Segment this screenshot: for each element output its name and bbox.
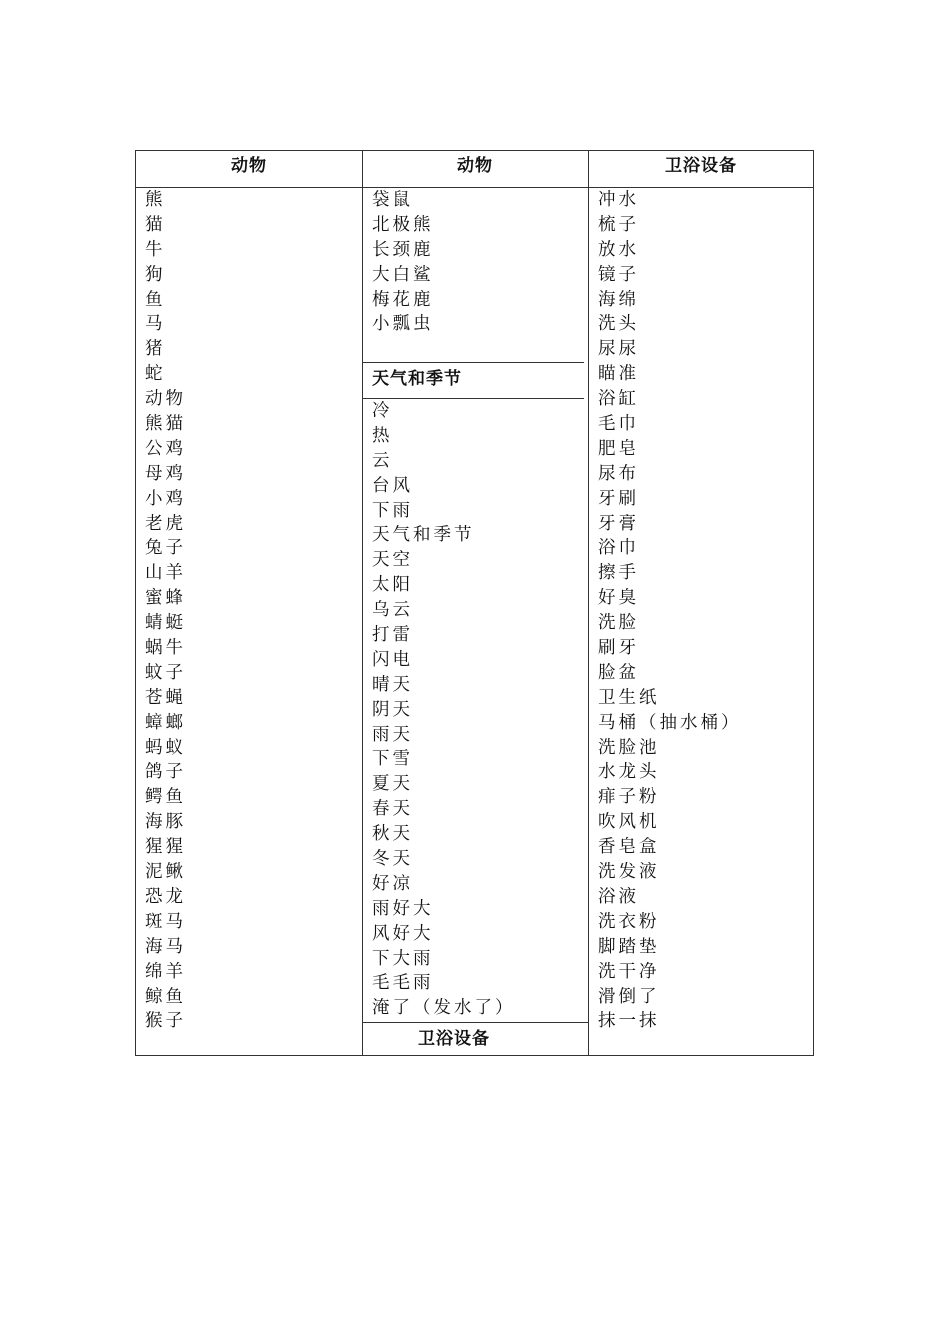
list-item: 长颈鹿 xyxy=(372,239,434,260)
list-item: 雨天 xyxy=(372,724,413,745)
list-item: 打雷 xyxy=(372,625,413,646)
list-item: 毛巾 xyxy=(598,414,639,435)
list-item: 下雪 xyxy=(372,749,413,770)
list-item: 放水 xyxy=(598,239,639,260)
list-item: 天空 xyxy=(372,550,413,571)
list-item: 梅花鹿 xyxy=(372,289,434,310)
list-item: 尿尿 xyxy=(598,339,639,360)
list-item: 袋鼠 xyxy=(372,190,413,210)
list-item: 蚂蚁 xyxy=(145,737,186,758)
list-item: 下雨 xyxy=(372,500,413,521)
list-item: 冷 xyxy=(372,401,393,421)
weather-section-title: 天气和季节 xyxy=(372,369,462,389)
list-item: 鲸鱼 xyxy=(145,986,186,1007)
animal-list-2 xyxy=(372,188,434,337)
list-item: 熊猫 xyxy=(145,414,186,435)
list-item: 肥皂 xyxy=(598,438,639,459)
list-item: 脚踏垫 xyxy=(598,936,660,957)
list-item: 鳄鱼 xyxy=(145,787,186,808)
list-item: 夏天 xyxy=(372,774,413,795)
list-item: 毛毛雨 xyxy=(372,973,434,994)
list-item: 牛 xyxy=(145,239,166,260)
list-item: 洗头 xyxy=(598,314,639,335)
list-item: 蟑螂 xyxy=(145,712,186,733)
list-item: 猫 xyxy=(145,214,166,235)
list-item: 母鸡 xyxy=(145,463,186,484)
list-item: 吹风机 xyxy=(598,812,660,833)
list-item: 大白鲨 xyxy=(372,264,434,285)
list-item: 水龙头 xyxy=(598,762,660,783)
vocabulary-table xyxy=(135,150,814,1056)
list-item: 狗 xyxy=(145,264,166,285)
list-item: 太阳 xyxy=(372,575,413,596)
list-item: 洗衣粉 xyxy=(598,911,660,932)
list-item: 牙膏 xyxy=(598,513,639,534)
list-item: 冬天 xyxy=(372,849,413,870)
list-item: 台风 xyxy=(372,475,413,496)
list-item: 冲水 xyxy=(598,190,639,210)
list-item: 云 xyxy=(372,450,393,471)
list-item: 海马 xyxy=(145,936,186,957)
list-item: 浴巾 xyxy=(598,538,639,559)
column-divider xyxy=(588,151,589,1055)
list-item: 瞄准 xyxy=(598,364,639,385)
list-item: 蛇 xyxy=(145,364,166,385)
list-item: 猴子 xyxy=(145,1011,186,1032)
list-item: 浴液 xyxy=(598,886,639,907)
header-animals-1: 动物 xyxy=(231,156,267,176)
list-item: 老虎 xyxy=(145,513,186,534)
column-divider xyxy=(362,151,363,1055)
list-item: 香皂盒 xyxy=(598,837,660,858)
list-item: 下大雨 xyxy=(372,948,434,969)
list-item: 蜜蜂 xyxy=(145,588,186,609)
list-item: 擦手 xyxy=(598,563,639,584)
list-item: 热 xyxy=(372,425,393,446)
list-item: 斑马 xyxy=(145,911,186,932)
list-item: 苍蝇 xyxy=(145,687,186,708)
list-item: 猪 xyxy=(145,339,166,360)
list-item: 恐龙 xyxy=(145,886,186,907)
list-item: 洗发液 xyxy=(598,862,660,883)
list-item: 马 xyxy=(145,314,166,335)
list-item: 北极熊 xyxy=(372,214,434,235)
list-item: 熊 xyxy=(145,190,166,210)
list-item: 洗干净 xyxy=(598,961,660,982)
list-item: 天气和季节 xyxy=(372,525,475,546)
list-item: 秋天 xyxy=(372,824,413,845)
list-item: 小鸡 xyxy=(145,488,186,509)
header-bathroom: 卫浴设备 xyxy=(665,156,737,176)
list-item: 动物 xyxy=(145,389,186,410)
list-item: 蚊子 xyxy=(145,662,186,683)
header-animals-2: 动物 xyxy=(457,156,493,176)
list-item: 洗脸池 xyxy=(598,737,660,758)
list-item: 晴天 xyxy=(372,674,413,695)
section-divider xyxy=(362,1022,588,1023)
list-item: 好臭 xyxy=(598,588,639,609)
list-item: 闪电 xyxy=(372,649,413,670)
list-item: 绵羊 xyxy=(145,961,186,982)
list-item: 抹一抹 xyxy=(598,1011,660,1032)
list-item: 蜗牛 xyxy=(145,638,186,659)
list-item: 尿布 xyxy=(598,463,639,484)
weather-list xyxy=(372,399,516,1021)
list-item: 春天 xyxy=(372,799,413,820)
list-item: 鸽子 xyxy=(145,762,186,783)
list-item: 牙刷 xyxy=(598,488,639,509)
list-item: 海绵 xyxy=(598,289,639,310)
list-item: 猩猩 xyxy=(145,837,186,858)
list-item: 海豚 xyxy=(145,812,186,833)
list-item: 洗脸 xyxy=(598,613,639,634)
list-item: 痱子粉 xyxy=(598,787,660,808)
list-item: 镜子 xyxy=(598,264,639,285)
list-item: 刷牙 xyxy=(598,638,639,659)
list-item: 小瓢虫 xyxy=(372,314,434,335)
list-item: 风好大 xyxy=(372,923,434,944)
list-item: 卫生纸 xyxy=(598,687,660,708)
list-item: 马桶（抽水桶） xyxy=(598,712,742,733)
section-divider xyxy=(362,362,584,363)
list-item: 脸盆 xyxy=(598,662,639,683)
list-item: 好凉 xyxy=(372,873,413,894)
list-item: 泥鳅 xyxy=(145,862,186,883)
bathroom-list xyxy=(598,188,742,1034)
list-item: 阴天 xyxy=(372,699,413,720)
list-item: 雨好大 xyxy=(372,898,434,919)
list-item: 鱼 xyxy=(145,289,166,310)
list-item: 公鸡 xyxy=(145,438,186,459)
list-item: 乌云 xyxy=(372,600,413,621)
list-item: 浴缸 xyxy=(598,389,639,410)
animal-list-1 xyxy=(145,188,186,1034)
list-item: 蜻蜓 xyxy=(145,613,186,634)
bathroom-section-title: 卫浴设备 xyxy=(418,1029,490,1049)
list-item: 兔子 xyxy=(145,538,186,559)
list-item: 滑倒了 xyxy=(598,986,660,1007)
list-item: 梳子 xyxy=(598,214,639,235)
list-item: 山羊 xyxy=(145,563,186,584)
list-item: 淹了（发水了） xyxy=(372,998,516,1019)
